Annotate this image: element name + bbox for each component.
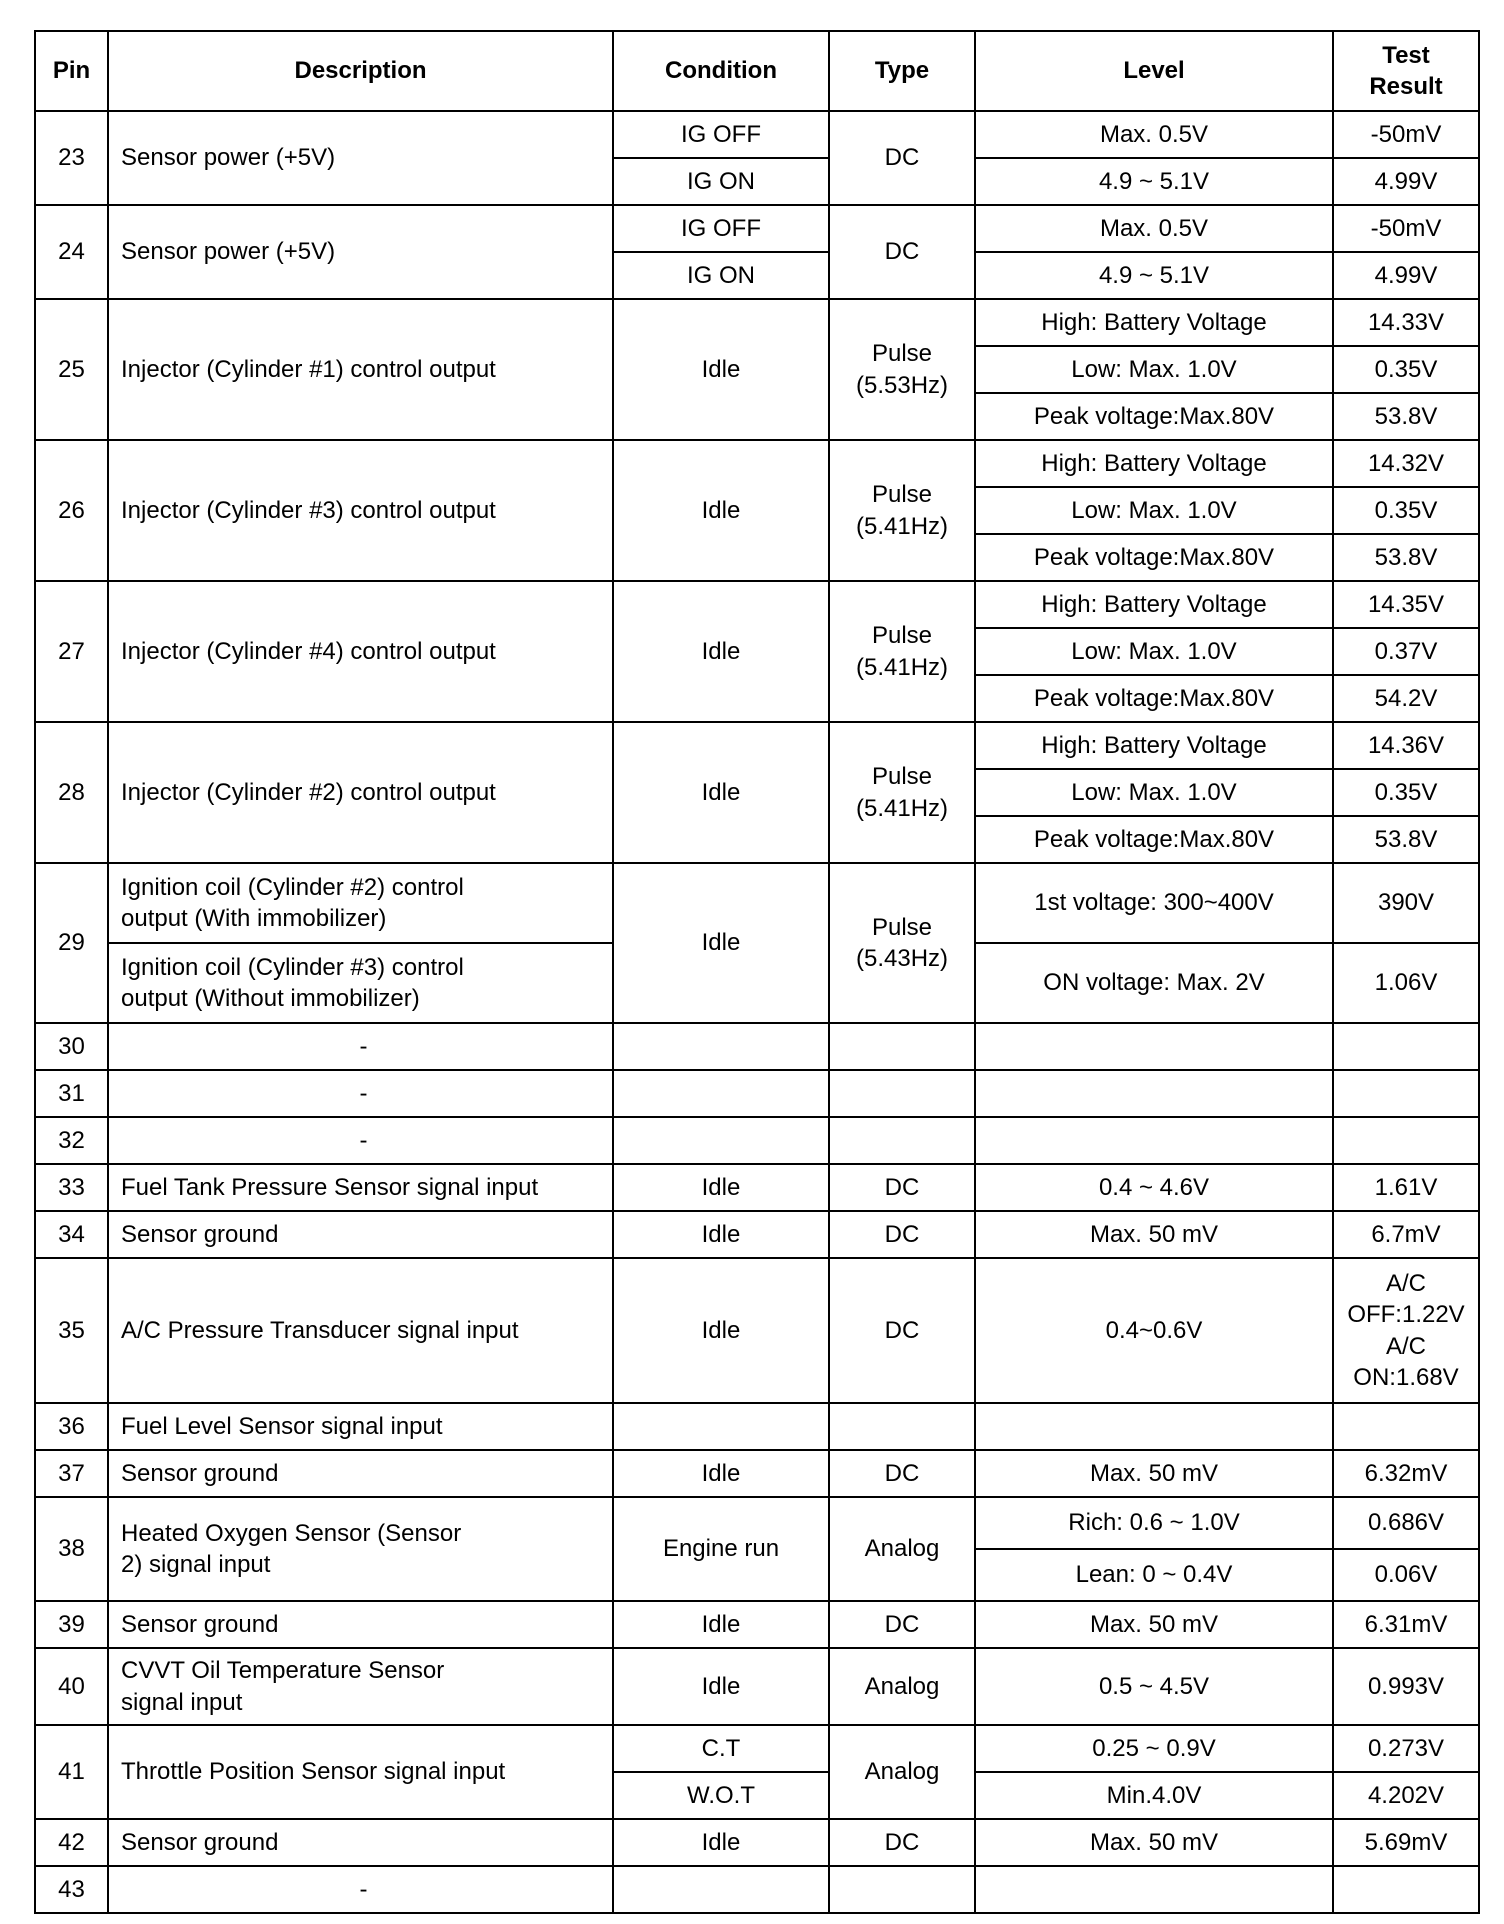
type-cell: Pulse (5.53Hz) [829,299,975,440]
table-row [35,581,1479,628]
condition-cell: Idle [613,1819,829,1866]
description-cell: Sensor power (+5V) [108,205,613,299]
test-result-cell: 53.8V [1333,393,1479,440]
level-cell: High: Battery Voltage [975,722,1333,769]
condition-cell: IG ON [613,252,829,299]
pin-cell: 29 [35,863,108,1023]
condition-cell: Idle [613,1648,829,1725]
test-result-cell: -50mV [1333,205,1479,252]
test-result-cell: 390V [1333,863,1479,943]
level-cell: Peak voltage:Max.80V [975,534,1333,581]
condition-cell: Idle [613,722,829,863]
ecu-pin-test-table [34,30,1480,1914]
type-cell: Pulse (5.41Hz) [829,722,975,863]
level-cell: Max. 0.5V [975,111,1333,158]
header-condition: Condition [613,31,829,111]
table-row [35,205,1479,252]
level-cell: Peak voltage:Max.80V [975,393,1333,440]
description-cell: Sensor ground [108,1450,613,1497]
type-cell: DC [829,1450,975,1497]
level-cell: Max. 50 mV [975,1819,1333,1866]
test-result-cell: 0.06V [1333,1549,1479,1601]
type-cell: DC [829,1164,975,1211]
table-row [35,1070,1479,1117]
header-type: Type [829,31,975,111]
type-cell: Analog [829,1725,975,1819]
type-cell [829,1117,975,1164]
pin-cell: 23 [35,111,108,205]
test-result-cell: 14.33V [1333,299,1479,346]
condition-cell: C.T [613,1725,829,1772]
description-cell: Heated Oxygen Sensor (Sensor 2) signal input [108,1497,613,1601]
table-row [35,111,1479,158]
pin-cell: 38 [35,1497,108,1601]
pin-cell: 25 [35,299,108,440]
test-result-cell: 53.8V [1333,816,1479,863]
table-row [35,440,1479,487]
condition-cell [613,1403,829,1450]
pin-cell: 43 [35,1866,108,1913]
condition-cell [613,1866,829,1913]
pin-cell: 40 [35,1648,108,1725]
condition-cell: W.O.T [613,1772,829,1819]
pin-cell: 31 [35,1070,108,1117]
table-row [35,1117,1479,1164]
test-result-cell: 4.202V [1333,1772,1479,1819]
table-row [35,1164,1479,1211]
level-cell: 1st voltage: 300~400V [975,863,1333,943]
type-cell [829,1403,975,1450]
test-result-cell: A/C OFF:1.22V A/C ON:1.68V [1333,1258,1479,1403]
description-cell: Ignition coil (Cylinder #3) control output (Without immobilizer) [108,943,613,1023]
test-result-cell: 1.61V [1333,1164,1479,1211]
header-level: Level [975,31,1333,111]
header-pin: Pin [35,31,108,111]
test-result-cell [1333,1023,1479,1070]
level-cell: 0.4~0.6V [975,1258,1333,1403]
table-row [35,1497,1479,1549]
description-cell: Sensor ground [108,1601,613,1648]
description-cell: Injector (Cylinder #2) control output [108,722,613,863]
test-result-cell: 4.99V [1333,158,1479,205]
table-row [35,863,1479,943]
test-result-cell [1333,1866,1479,1913]
test-result-cell: 6.7mV [1333,1211,1479,1258]
condition-cell: Idle [613,1164,829,1211]
condition-cell: Idle [613,1211,829,1258]
condition-cell: Idle [613,1258,829,1403]
test-result-cell: 0.35V [1333,487,1479,534]
type-cell: Analog [829,1648,975,1725]
test-result-cell: -50mV [1333,111,1479,158]
table-row [35,1866,1479,1913]
type-cell [829,1023,975,1070]
level-cell: High: Battery Voltage [975,440,1333,487]
test-result-cell: 54.2V [1333,675,1479,722]
pin-cell: 30 [35,1023,108,1070]
condition-cell: Idle [613,1450,829,1497]
description-cell: A/C Pressure Transducer signal input [108,1258,613,1403]
level-cell: 0.25 ~ 0.9V [975,1725,1333,1772]
test-result-cell: 0.35V [1333,346,1479,393]
level-cell [975,1117,1333,1164]
pin-cell: 27 [35,581,108,722]
description-cell: - [108,1023,613,1070]
type-cell: DC [829,1258,975,1403]
condition-cell: Idle [613,440,829,581]
pin-cell: 37 [35,1450,108,1497]
level-cell: Max. 50 mV [975,1601,1333,1648]
description-cell: Fuel Tank Pressure Sensor signal input [108,1164,613,1211]
level-cell: 0.4 ~ 4.6V [975,1164,1333,1211]
description-cell: CVVT Oil Temperature Sensor signal input [108,1648,613,1725]
type-cell: Analog [829,1497,975,1601]
description-cell: Sensor ground [108,1211,613,1258]
level-cell: Low: Max. 1.0V [975,769,1333,816]
level-cell: High: Battery Voltage [975,299,1333,346]
pin-cell: 26 [35,440,108,581]
type-cell: Pulse (5.43Hz) [829,863,975,1023]
condition-cell: IG OFF [613,205,829,252]
condition-cell: Idle [613,863,829,1023]
type-cell: Pulse (5.41Hz) [829,440,975,581]
level-cell: 0.5 ~ 4.5V [975,1648,1333,1725]
description-cell: Throttle Position Sensor signal input [108,1725,613,1819]
test-result-cell: 1.06V [1333,943,1479,1023]
test-result-cell [1333,1117,1479,1164]
description-cell: Injector (Cylinder #4) control output [108,581,613,722]
test-result-cell [1333,1403,1479,1450]
condition-cell: Idle [613,299,829,440]
level-cell: High: Battery Voltage [975,581,1333,628]
test-result-cell: 14.36V [1333,722,1479,769]
test-result-cell: 0.686V [1333,1497,1479,1549]
level-cell: Lean: 0 ~ 0.4V [975,1549,1333,1601]
pin-cell: 32 [35,1117,108,1164]
pin-cell: 36 [35,1403,108,1450]
condition-cell: Idle [613,581,829,722]
level-cell: Peak voltage:Max.80V [975,675,1333,722]
table-row [35,1450,1479,1497]
description-cell: Fuel Level Sensor signal input [108,1403,613,1450]
pin-cell: 24 [35,205,108,299]
type-cell [829,1866,975,1913]
table-row [35,1258,1479,1403]
type-cell: DC [829,1601,975,1648]
test-result-cell: 4.99V [1333,252,1479,299]
level-cell: 4.9 ~ 5.1V [975,252,1333,299]
pin-cell: 35 [35,1258,108,1403]
pin-cell: 34 [35,1211,108,1258]
level-cell [975,1866,1333,1913]
condition-cell [613,1117,829,1164]
level-cell [975,1403,1333,1450]
description-cell: Injector (Cylinder #3) control output [108,440,613,581]
type-cell: DC [829,1211,975,1258]
description-cell: Injector (Cylinder #1) control output [108,299,613,440]
level-cell [975,1070,1333,1117]
description-cell: Ignition coil (Cylinder #2) control output (With immobilizer) [108,863,613,943]
level-cell: Peak voltage:Max.80V [975,816,1333,863]
pin-cell: 33 [35,1164,108,1211]
type-cell: DC [829,1819,975,1866]
description-cell: - [108,1866,613,1913]
description-cell: - [108,1070,613,1117]
table-row [35,1648,1479,1725]
header-test-result: Test Result [1333,31,1479,111]
level-cell: Rich: 0.6 ~ 1.0V [975,1497,1333,1549]
condition-cell: IG OFF [613,111,829,158]
level-cell [975,1023,1333,1070]
test-result-cell: 0.273V [1333,1725,1479,1772]
type-cell [829,1070,975,1117]
level-cell: ON voltage: Max. 2V [975,943,1333,1023]
test-result-cell: 6.31mV [1333,1601,1479,1648]
level-cell: Low: Max. 1.0V [975,487,1333,534]
test-result-cell: 0.993V [1333,1648,1479,1725]
level-cell: Low: Max. 1.0V [975,628,1333,675]
table-row [35,1211,1479,1258]
test-result-cell: 14.32V [1333,440,1479,487]
condition-cell: Idle [613,1601,829,1648]
level-cell: Min.4.0V [975,1772,1333,1819]
table-row [35,1023,1479,1070]
condition-cell [613,1070,829,1117]
description-cell: Sensor ground [108,1819,613,1866]
header-description: Description [108,31,613,111]
pin-cell: 41 [35,1725,108,1819]
type-cell: DC [829,205,975,299]
condition-cell: Engine run [613,1497,829,1601]
table-row [35,1819,1479,1866]
test-result-cell: 0.37V [1333,628,1479,675]
test-result-cell: 6.32mV [1333,1450,1479,1497]
level-cell: Max. 50 mV [975,1211,1333,1258]
table-row [35,1725,1479,1772]
test-result-cell: 14.35V [1333,581,1479,628]
pin-cell: 42 [35,1819,108,1866]
description-cell: Sensor power (+5V) [108,111,613,205]
pin-cell: 28 [35,722,108,863]
level-cell: Max. 50 mV [975,1450,1333,1497]
test-result-cell: 5.69mV [1333,1819,1479,1866]
table-row [35,299,1479,346]
level-cell: Max. 0.5V [975,205,1333,252]
test-result-cell: 0.35V [1333,769,1479,816]
header-row [35,31,1479,111]
type-cell: Pulse (5.41Hz) [829,581,975,722]
table-row [35,1601,1479,1648]
type-cell: DC [829,111,975,205]
pin-cell: 39 [35,1601,108,1648]
level-cell: 4.9 ~ 5.1V [975,158,1333,205]
description-cell: - [108,1117,613,1164]
test-result-cell: 53.8V [1333,534,1479,581]
table-row [35,722,1479,769]
level-cell: Low: Max. 1.0V [975,346,1333,393]
test-result-cell [1333,1070,1479,1117]
condition-cell [613,1023,829,1070]
condition-cell: IG ON [613,158,829,205]
table-row [35,1403,1479,1450]
